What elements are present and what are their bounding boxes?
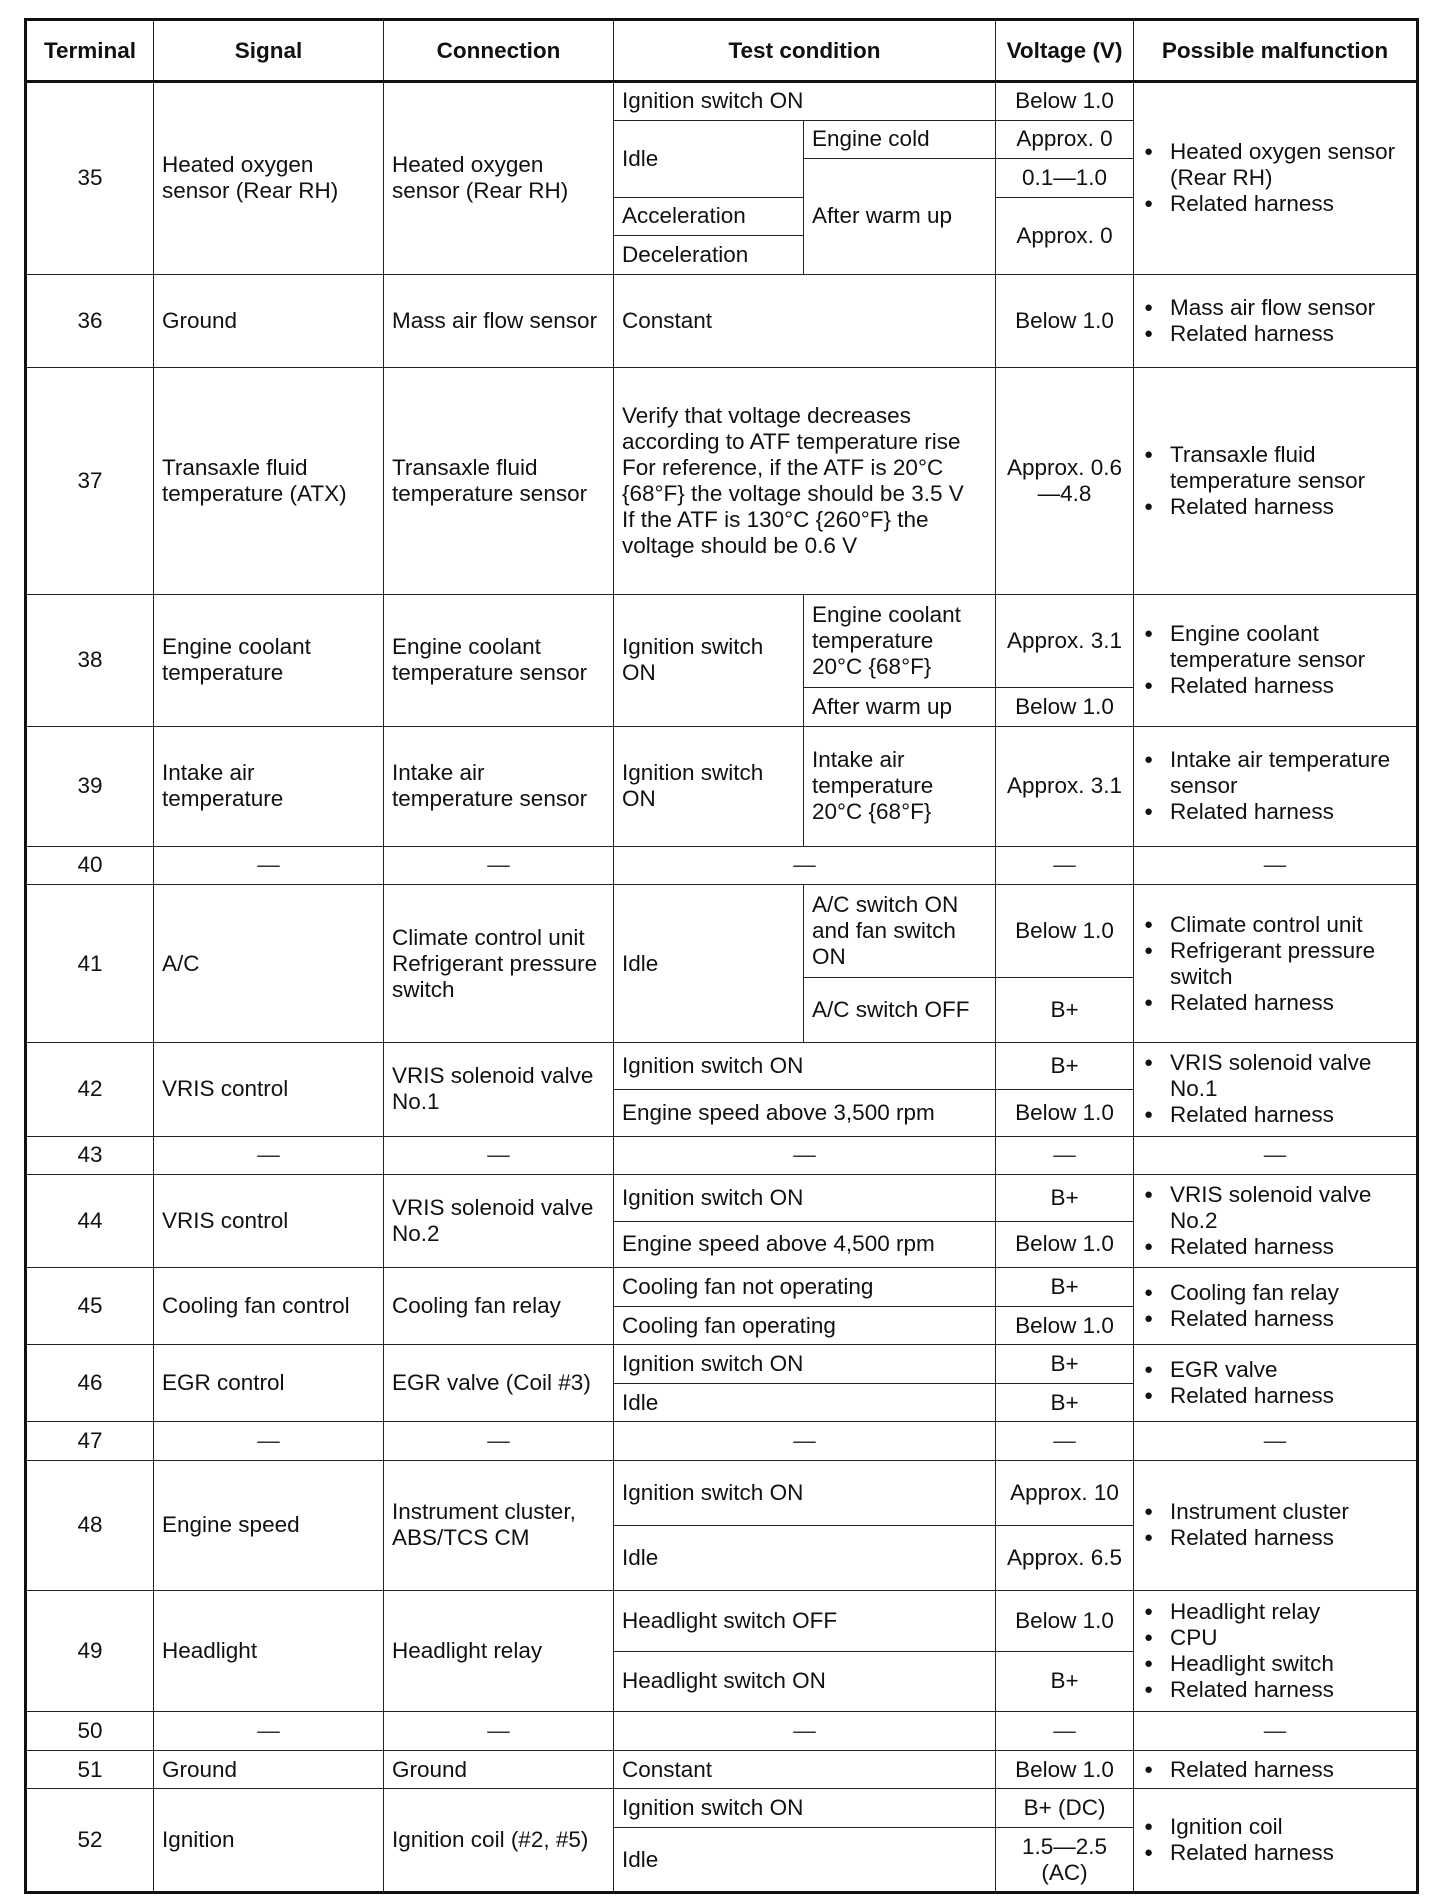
malfunction-item: ● Headlight relay: [1170, 1599, 1408, 1625]
condition-line: If the ATF is 130°C {260°F} the voltage should be 0.6 V: [622, 507, 929, 558]
test-condition-cell: Ignition switch ON: [614, 1345, 996, 1384]
table-row: [26, 1268, 1418, 1307]
malfunction-cell: [1134, 726, 1418, 846]
empty-dash: —: [996, 1712, 1134, 1751]
voltage-cell: Approx. 3.1: [996, 726, 1134, 846]
malfunction-item: ● Mass air flow sensor: [1170, 295, 1408, 321]
voltage-cell: B+: [996, 1345, 1134, 1384]
empty-dash: —: [614, 1712, 996, 1751]
terminal-number: 49: [26, 1590, 154, 1712]
header-connection: Connection: [384, 20, 614, 82]
malfunction-item: ● VRIS solenoid valve No.2: [1170, 1182, 1408, 1234]
signal-cell: Ground: [154, 274, 384, 367]
test-subcondition-cell: Engine coolant temperature 20°C {68°F}: [804, 595, 996, 688]
terminal-number: 51: [26, 1750, 154, 1789]
voltage-cell: Approx. 3.1: [996, 595, 1134, 688]
test-condition-cell: [614, 367, 996, 594]
terminal-number: 46: [26, 1345, 154, 1422]
test-condition-cell: Engine speed above 3,500 rpm: [614, 1089, 996, 1136]
connection-cell: VRIS solenoid valve No.2: [384, 1175, 614, 1268]
header-signal: Signal: [154, 20, 384, 82]
test-condition-cell: Idle: [614, 1525, 996, 1590]
signal-cell: VRIS control: [154, 1175, 384, 1268]
empty-dash: —: [614, 846, 996, 885]
empty-dash: —: [614, 1136, 996, 1175]
malfunction-cell: [1134, 1789, 1418, 1893]
signal-cell: Headlight: [154, 1590, 384, 1712]
condition-line: Verify that voltage decreases according to ATF temperature rise: [622, 403, 961, 454]
terminal-number: 39: [26, 726, 154, 846]
malfunction-item: ● Related harness: [1170, 1383, 1408, 1409]
test-condition-cell: Idle: [614, 1828, 996, 1893]
malfunction-cell: [1134, 885, 1418, 1043]
connection-cell: Cooling fan relay: [384, 1268, 614, 1345]
terminal-voltage-table: [24, 18, 1419, 1894]
voltage-cell: B+: [996, 1175, 1134, 1222]
voltage-cell: Below 1.0: [996, 274, 1134, 367]
empty-dash: —: [154, 1422, 384, 1461]
signal-cell: Engine coolant temperature: [154, 595, 384, 727]
terminal-number: 37: [26, 367, 154, 594]
connection-cell: Instrument cluster, ABS/TCS CM: [384, 1460, 614, 1590]
table-row: [26, 1712, 1418, 1751]
signal-cell: Heated oxygen sensor (Rear RH): [154, 82, 384, 275]
table-row: [26, 1422, 1418, 1461]
malfunction-item: ● EGR valve: [1170, 1357, 1408, 1383]
table-row: [26, 726, 1418, 846]
empty-dash: —: [154, 846, 384, 885]
malfunction-item: ● Related harness: [1170, 1757, 1408, 1783]
malfunction-cell: [1134, 367, 1418, 594]
malfunction-item: ● VRIS solenoid valve No.1: [1170, 1050, 1408, 1102]
connection-cell: [384, 885, 614, 1043]
malfunction-item: ● Heated oxygen sensor (Rear RH): [1170, 139, 1408, 191]
terminal-number: 43: [26, 1136, 154, 1175]
empty-dash: —: [384, 1136, 614, 1175]
voltage-cell: B+: [996, 978, 1134, 1043]
test-condition-cell: Ignition switch ON: [614, 726, 804, 846]
empty-dash: —: [154, 1712, 384, 1751]
header-test-condition: Test condition: [614, 20, 996, 82]
malfunction-item: ● Engine coolant temperature sensor: [1170, 621, 1408, 673]
empty-dash: —: [996, 1136, 1134, 1175]
test-condition-cell: Ignition switch ON: [614, 1175, 996, 1222]
test-condition-cell: Cooling fan not operating: [614, 1268, 996, 1307]
test-condition-cell: Ignition switch ON: [614, 595, 804, 727]
malfunction-item: ● Related harness: [1170, 1306, 1408, 1332]
malfunction-item: ● Instrument cluster: [1170, 1499, 1408, 1525]
malfunction-cell: [1134, 1460, 1418, 1590]
malfunction-item: ● Related harness: [1170, 1677, 1408, 1703]
voltage-cell: Approx. 0: [996, 120, 1134, 159]
empty-dash: —: [154, 1136, 384, 1175]
signal-cell: Intake air temperature: [154, 726, 384, 846]
malfunction-cell: [1134, 1175, 1418, 1268]
malfunction-item: ● Climate control unit: [1170, 912, 1408, 938]
connection-cell: Headlight relay: [384, 1590, 614, 1712]
malfunction-cell: [1134, 274, 1418, 367]
test-condition-cell: Ignition switch ON: [614, 82, 996, 121]
malfunction-cell: [1134, 1590, 1418, 1712]
voltage-cell: Below 1.0: [996, 885, 1134, 978]
malfunction-item: ● Transaxle fluid temperature sensor: [1170, 442, 1408, 494]
malfunction-item: ● CPU: [1170, 1625, 1408, 1651]
connection-cell: Mass air flow sensor: [384, 274, 614, 367]
empty-dash: —: [996, 1422, 1134, 1461]
test-condition-cell: Headlight switch ON: [614, 1651, 996, 1712]
connection-line: Refrigerant pressure switch: [392, 950, 598, 1002]
empty-dash: —: [1134, 846, 1418, 885]
voltage-cell: Below 1.0: [996, 1089, 1134, 1136]
voltage-cell: Approx. 0.6—4.8: [996, 367, 1134, 594]
empty-dash: —: [996, 846, 1134, 885]
connection-cell: Engine coolant temperature sensor: [384, 595, 614, 727]
test-condition-cell: Idle: [614, 885, 804, 1043]
table-row: [26, 846, 1418, 885]
connection-cell: EGR valve (Coil #3): [384, 1345, 614, 1422]
malfunction-item: ● Ignition coil: [1170, 1814, 1408, 1840]
voltage-cell: B+: [996, 1268, 1134, 1307]
empty-dash: —: [1134, 1422, 1418, 1461]
test-condition-cell: Idle: [614, 120, 804, 197]
malfunction-item: ● Intake air temperature sensor: [1170, 747, 1408, 799]
test-condition-cell: Idle: [614, 1383, 996, 1422]
signal-cell: Engine speed: [154, 1460, 384, 1590]
table-row: [26, 1043, 1418, 1090]
connection-cell: Heated oxygen sensor (Rear RH): [384, 82, 614, 275]
terminal-number: 50: [26, 1712, 154, 1751]
table-row: [26, 1789, 1418, 1828]
terminal-number: 35: [26, 82, 154, 275]
test-condition-cell: Cooling fan operating: [614, 1306, 996, 1345]
malfunction-item: ● Related harness: [1170, 191, 1408, 217]
table-row: [26, 367, 1418, 594]
terminal-number: 45: [26, 1268, 154, 1345]
voltage-cell: B+: [996, 1383, 1134, 1422]
test-condition-cell: Ignition switch ON: [614, 1043, 996, 1090]
signal-cell: Transaxle fluid temperature (ATX): [154, 367, 384, 594]
empty-dash: —: [384, 846, 614, 885]
test-condition-cell: Deceleration: [614, 236, 804, 275]
voltage-cell: 1.5—2.5 (AC): [996, 1828, 1134, 1893]
terminal-number: 40: [26, 846, 154, 885]
malfunction-item: ● Related harness: [1170, 1234, 1408, 1260]
test-subcondition-cell: Engine cold: [804, 120, 996, 159]
signal-cell: VRIS control: [154, 1043, 384, 1136]
malfunction-cell: [1134, 1345, 1418, 1422]
signal-cell: A/C: [154, 885, 384, 1043]
malfunction-cell: [1134, 82, 1418, 275]
voltage-cell: Below 1.0: [996, 1306, 1134, 1345]
malfunction-item: ● Headlight switch: [1170, 1651, 1408, 1677]
terminal-number: 41: [26, 885, 154, 1043]
table-row: [26, 1175, 1418, 1222]
test-subcondition-cell: A/C switch OFF: [804, 978, 996, 1043]
malfunction-item: ● Cooling fan relay: [1170, 1280, 1408, 1306]
voltage-cell: 0.1—1.0: [996, 159, 1134, 198]
table-row: [26, 1345, 1418, 1384]
voltage-cell: Below 1.0: [996, 1590, 1134, 1651]
test-condition-cell: Headlight switch OFF: [614, 1590, 996, 1651]
malfunction-cell: [1134, 1750, 1418, 1789]
voltage-cell: Below 1.0: [996, 1750, 1134, 1789]
table-row: [26, 1460, 1418, 1525]
terminal-number: 44: [26, 1175, 154, 1268]
test-condition-cell: Constant: [614, 274, 996, 367]
terminal-number: 36: [26, 274, 154, 367]
test-condition-cell: Engine speed above 4,500 rpm: [614, 1221, 996, 1268]
connection-cell: VRIS solenoid valve No.1: [384, 1043, 614, 1136]
voltage-cell: Below 1.0: [996, 1221, 1134, 1268]
terminal-number: 48: [26, 1460, 154, 1590]
terminal-spec-sheet: [24, 18, 1416, 1894]
test-condition-cell: Constant: [614, 1750, 996, 1789]
signal-cell: Ignition: [154, 1789, 384, 1893]
empty-dash: —: [384, 1712, 614, 1751]
malfunction-item: ● Related harness: [1170, 799, 1408, 825]
table-row: [26, 885, 1418, 978]
malfunction-item: ● Related harness: [1170, 1840, 1408, 1866]
malfunction-item: ● Related harness: [1170, 494, 1408, 520]
table-row: [26, 595, 1418, 688]
terminal-number: 38: [26, 595, 154, 727]
header-row: [26, 20, 1418, 82]
malfunction-item: ● Related harness: [1170, 321, 1408, 347]
malfunction-cell: [1134, 1268, 1418, 1345]
test-condition-cell: Acceleration: [614, 197, 804, 236]
malfunction-cell: [1134, 595, 1418, 727]
test-condition-cell: Ignition switch ON: [614, 1460, 996, 1525]
malfunction-item: ● Related harness: [1170, 990, 1408, 1016]
malfunction-item: ● Related harness: [1170, 673, 1408, 699]
header-terminal: Terminal: [26, 20, 154, 82]
malfunction-item: ● Related harness: [1170, 1102, 1408, 1128]
empty-dash: —: [614, 1422, 996, 1461]
table-row: [26, 1590, 1418, 1651]
voltage-cell: Below 1.0: [996, 82, 1134, 121]
empty-dash: —: [384, 1422, 614, 1461]
connection-cell: Ignition coil (#2, #5): [384, 1789, 614, 1893]
connection-cell: Ground: [384, 1750, 614, 1789]
table-row: [26, 1750, 1418, 1789]
voltage-cell: Below 1.0: [996, 688, 1134, 727]
voltage-cell: B+ (DC): [996, 1789, 1134, 1828]
test-subcondition-cell: After warm up: [804, 688, 996, 727]
voltage-cell: Approx. 6.5: [996, 1525, 1134, 1590]
test-subcondition-cell: Intake air temperature 20°C {68°F}: [804, 726, 996, 846]
header-malfunction: Possible malfunction: [1134, 20, 1418, 82]
test-condition-cell: Ignition switch ON: [614, 1789, 996, 1828]
terminal-number: 52: [26, 1789, 154, 1893]
table-row: [26, 82, 1418, 121]
connection-cell: Intake air temperature sensor: [384, 726, 614, 846]
connection-line: Climate control unit: [392, 924, 585, 950]
signal-cell: Ground: [154, 1750, 384, 1789]
header-voltage: Voltage (V): [996, 20, 1134, 82]
voltage-cell: B+: [996, 1651, 1134, 1712]
terminal-number: 47: [26, 1422, 154, 1461]
terminal-number: 42: [26, 1043, 154, 1136]
signal-cell: Cooling fan control: [154, 1268, 384, 1345]
test-subcondition-cell: A/C switch ON and fan switch ON: [804, 885, 996, 978]
connection-cell: Transaxle fluid temperature sensor: [384, 367, 614, 594]
signal-cell: EGR control: [154, 1345, 384, 1422]
table-row: [26, 1136, 1418, 1175]
test-subcondition-cell: After warm up: [804, 159, 996, 275]
malfunction-item: ● Refrigerant pressure switch: [1170, 938, 1408, 990]
voltage-cell: Approx. 10: [996, 1460, 1134, 1525]
empty-dash: —: [1134, 1136, 1418, 1175]
empty-dash: —: [1134, 1712, 1418, 1751]
table-row: [26, 274, 1418, 367]
malfunction-cell: [1134, 1043, 1418, 1136]
malfunction-item: ● Related harness: [1170, 1525, 1408, 1551]
voltage-cell: B+: [996, 1043, 1134, 1090]
condition-line: For reference, if the ATF is 20°C {68°F} the voltage should be 3.5 V: [622, 455, 964, 506]
voltage-cell: Approx. 0: [996, 197, 1134, 274]
